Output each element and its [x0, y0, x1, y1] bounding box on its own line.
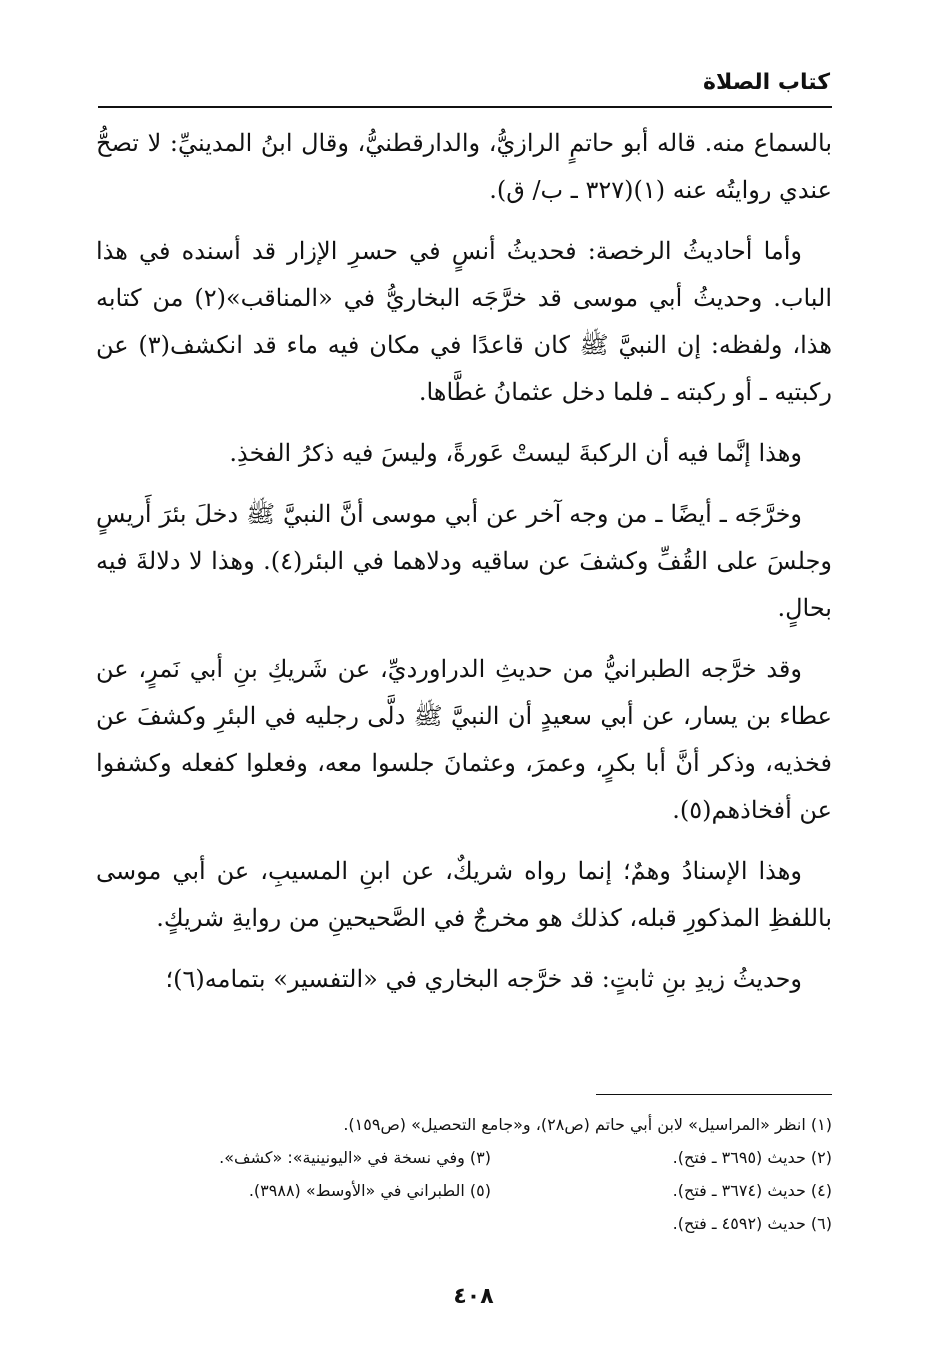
- paragraph: وقد خرَّجه الطبرانيُّ من حديثِ الدراورديِّ، عن شَريكِ بنِ أبي نَمرٍ، عن عطاء بن يسار، عن أبي سعيدٍ أن النبيَّ ﷺ دلَّى رجليه في البئرِ وكشفَ عن فخذيه، وذكر أنَّ أبا بكرٍ، وعمرَ، وعثمانَ جلسوا معه، وفعلوا كفعله وكشفوا عن أفخاذهم(٥).: [96, 655, 832, 824]
- paragraph: وهذا الإسنادُ وهمٌ؛ إنما رواه شريكٌ، عن ابنِ المسيبِ، عن أبي موسى باللفظِ المذكورِ قبله، كذلك هو مخرجٌ في الصَّحيحينِ من روايةِ شريكٍ.: [96, 857, 832, 932]
- footnote-rule: [596, 1094, 832, 1095]
- footnote-row: [150, 1207, 832, 1240]
- footnote-row: [150, 1141, 832, 1174]
- main-text: [96, 120, 832, 1017]
- running-title: كتاب الصلاة: [703, 70, 830, 95]
- paragraph: وأما أحاديثُ الرخصة: فحديثُ أنسٍ في حسرِ الإزار قد أسنده في هذا الباب. وحديثُ أبي موسى قد خرَّجَه البخاريُّ في «المناقب»(٢) من كتابه هذا، ولفظه: إن النبيَّ ﷺ كان قاعدًا في مكان فيه ماء قد انكشف(٣) عن ركبتيه ـ أو ركبته ـ فلما دخل عثمانُ غطَّاها.: [96, 237, 832, 406]
- footnote-4: (٤) حديث (٣٦٧٤ ـ فتح).: [672, 1181, 832, 1200]
- footnote-row: [150, 1108, 832, 1141]
- footnote-6: (٦) حديث (٤٥٩٢ ـ فتح).: [672, 1214, 832, 1233]
- footnote-5: (٥) الطبراني في «الأوسط» (٣٩٨٨).: [248, 1181, 491, 1200]
- paragraph: وهذا إنَّما فيه أن الركبةَ ليستْ عَورةً، وليسَ فيه ذكرُ الفخذِ.: [229, 439, 802, 467]
- footnote-3: (٣) وفي نسخة في «اليونينية»: «كشف».: [219, 1148, 491, 1167]
- paragraph: وحديثُ زيدِ بنِ ثابتٍ: قد خرَّجه البخاري في «التفسير» بتمامه(٦)؛: [165, 965, 802, 993]
- footnotes: [150, 1108, 832, 1240]
- paragraph: وخرَّجَه ـ أيضًا ـ من وجه آخر عن أبي موسى أنَّ النبيَّ ﷺ دخلَ بئرَ أَريسٍ وجلسَ على القُفِّ وكشفَ عن ساقيه ودلاهما في البئر(٤). وهذا لا دلالةَ فيه بحالٍ.: [96, 500, 833, 622]
- page-number: ٤٠٨: [453, 1284, 494, 1309]
- header-rule: [98, 106, 832, 108]
- paragraph: بالسماع منه. قاله أبو حاتمٍ الرازيُّ، والدارقطنيُّ، وقال ابنُ المدينيِّ: لا تصحُّ عندي روايتُه عنه (١)(٣٢٧ ـ ب/ ق).: [96, 129, 832, 204]
- footnote-2: (٢) حديث (٣٦٩٥ ـ فتح).: [672, 1148, 832, 1167]
- footnote-1: (١) انظر «المراسيل» لابن أبي حاتم (ص٢٨)، و«جامع التحصيل» (ص١٥٩).: [343, 1115, 832, 1134]
- footnote-row: [150, 1174, 832, 1207]
